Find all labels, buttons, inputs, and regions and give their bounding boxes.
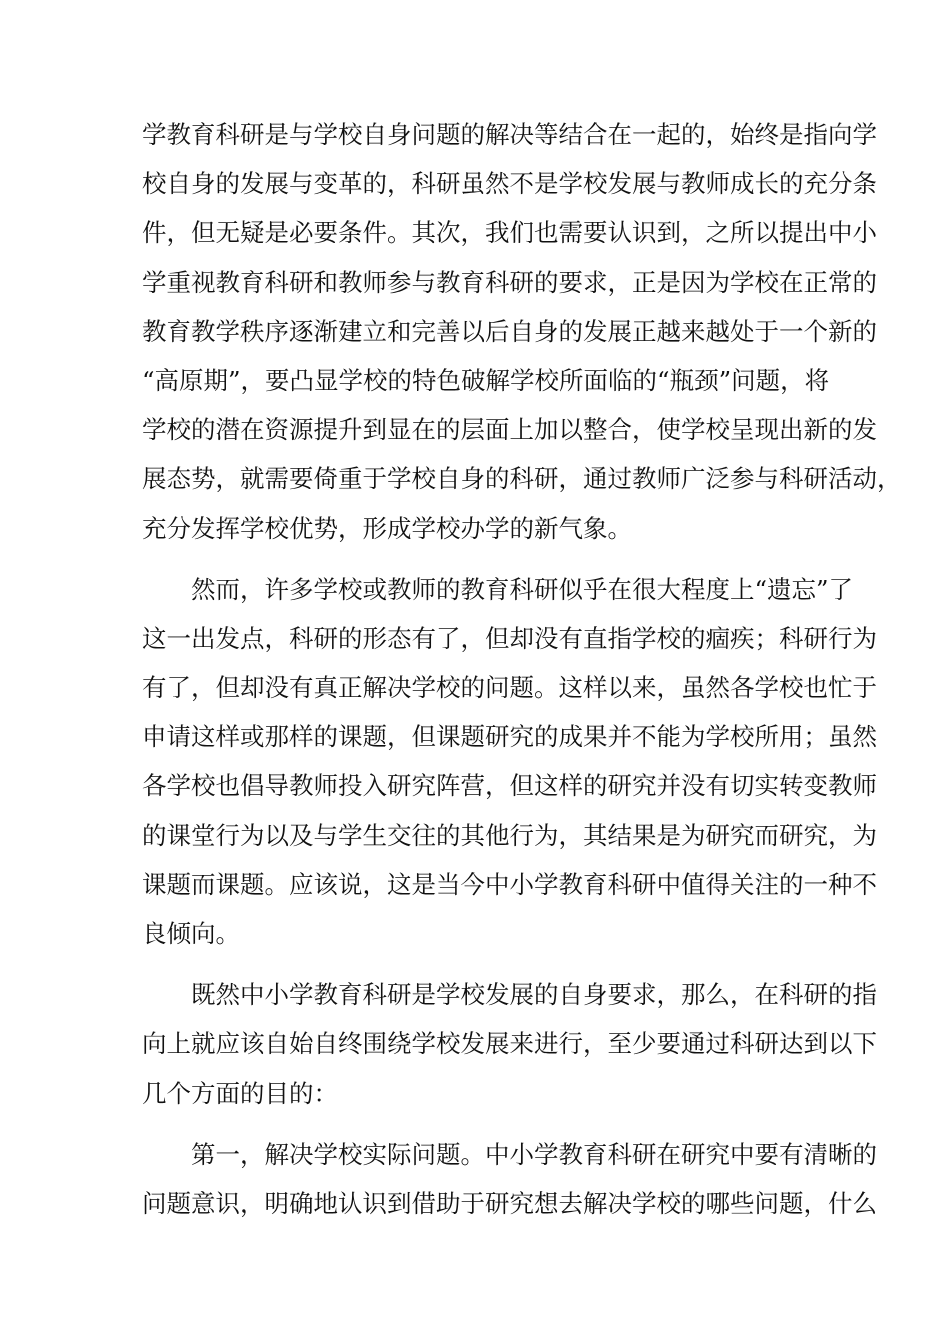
text-line: 然而，许多学校或教师的教育科研似乎在很大程度上“遗忘”了 [142, 574, 854, 604]
text-line: 第一，解决学校实际问题。中小学教育科研在研究中要有清晰的 [142, 1139, 877, 1169]
text-line: “高原期”，要凸显学校的特色破解学校所面临的“瓶颈”问题，将 [142, 365, 830, 395]
text-line: 向上就应该自始自终围绕学校发展来进行，至少要通过科研达到以下 [142, 1029, 877, 1059]
paragraph-gap [142, 1118, 822, 1130]
body-text [142, 110, 902, 1228]
text-line: 课题而课题。应该说，这是当今中小学教育科研中值得关注的一种不 [142, 869, 877, 899]
text-line: 学重视教育科研和教师参与教育科研的要求，正是因为学校在正常的 [142, 267, 877, 297]
text-line: 充分发挥学校优势，形成学校办学的新气象。 [142, 513, 632, 543]
paragraph [142, 110, 902, 553]
paragraph [142, 970, 877, 1118]
text-line: 展态势，就需要倚重于学校自身的科研，通过教师广泛参与科研活动， [142, 464, 902, 494]
text-line: 校自身的发展与变革的，科研虽然不是学校发展与教师成长的充分条 [142, 169, 877, 199]
text-line: 各学校也倡导教师投入研究阵营，但这样的研究并没有切实转变教师 [142, 771, 877, 801]
text-line: 件，但无疑是必要条件。其次，我们也需要认识到，之所以提出中小 [142, 218, 877, 248]
paragraph [142, 1130, 877, 1228]
text-line: 既然中小学教育科研是学校发展的自身要求，那么，在科研的指 [142, 980, 877, 1010]
text-line: 几个方面的目的： [142, 1078, 338, 1108]
text-line: 申请这样或那样的课题，但课题研究的成果并不能为学校所用；虽然 [142, 722, 877, 752]
text-line: 问题意识，明确地认识到借助于研究想去解决学校的哪些问题，什么 [142, 1188, 877, 1218]
text-line: 良倾向。 [142, 919, 240, 948]
text-line: 学校的潜在资源提升到显在的层面上加以整合，使学校呈现出新的发 [142, 415, 877, 445]
text-line: 有了，但却没有真正解决学校的问题。这样以来，虽然各学校也忙于 [142, 673, 877, 703]
text-line: 教育教学秩序逐渐建立和完善以后自身的发展正越来越处于一个新的 [142, 316, 877, 346]
text-line: 这一出发点，科研的形态有了，但却没有直指学校的痼疾；科研行为 [142, 623, 877, 653]
text-line: 学教育科研是与学校自身问题的解决等结合在一起的，始终是指向学 [142, 120, 877, 149]
paragraph-gap [142, 553, 822, 565]
paragraph [142, 565, 877, 959]
text-line: 的课堂行为以及与学生交往的其他行为，其结果是为研究而研究，为 [142, 820, 877, 850]
paragraph-gap [142, 958, 822, 970]
